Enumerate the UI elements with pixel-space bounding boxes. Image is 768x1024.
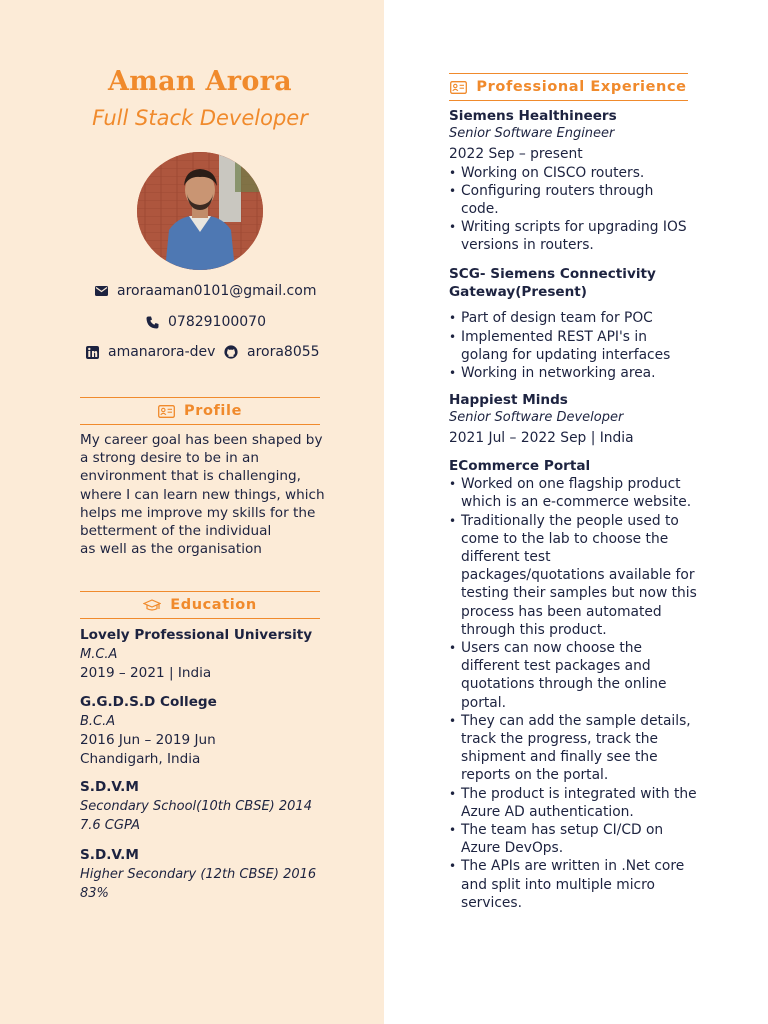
bullet-line: • They can add the sample details,: [461, 712, 691, 729]
job-happiest-minds: [449, 391, 694, 448]
education-item: [80, 778, 325, 835]
bullet-line: versions in routers.: [461, 237, 594, 254]
bullet-item: [449, 512, 697, 639]
bullet-item: [449, 857, 694, 912]
bullet-line: different test: [461, 549, 551, 566]
linkedin-contact[interactable]: [85, 344, 215, 360]
project-scg: [449, 265, 694, 382]
education-detail: Chandigarh, India: [80, 751, 201, 767]
education-detail: 2016 Jun – 2019 Jun: [80, 732, 216, 748]
education-item: [80, 626, 325, 683]
bullet-line: code.: [461, 201, 499, 218]
bullet-item: [449, 328, 694, 364]
bullet-line: services.: [461, 894, 522, 911]
profile-summary: [80, 431, 325, 558]
bullet-item: [449, 309, 694, 327]
profile-heading-text: Profile: [183, 403, 243, 419]
bullet-line: • The APIs are written in .Net core: [461, 858, 685, 875]
bullet-line: • Working in networking area.: [461, 365, 656, 382]
profile-section-heading: [80, 397, 320, 425]
bullet-item: [449, 821, 694, 857]
bullet-line: Azure AD authentication.: [461, 803, 634, 820]
bullet-item: [449, 475, 694, 511]
job-company: Siemens Healthineers: [449, 108, 617, 124]
graduation-cap-icon: [143, 599, 161, 612]
bullet-line: • Writing scripts for upgrading IOS: [461, 219, 687, 236]
profile-line: My career goal has been shaped by: [80, 432, 323, 448]
education-degree: B.C.A: [80, 714, 116, 729]
bullet-line: golang for updating interfaces: [461, 346, 671, 363]
bullet-item: [449, 218, 694, 254]
education-heading-text: Education: [170, 597, 257, 613]
bullet-line: • The team has setup CI/CD on: [461, 822, 664, 839]
bullet-item: [449, 182, 694, 218]
phone-contact[interactable]: [145, 314, 266, 330]
education-grade: 7.6 CGPA: [80, 818, 141, 833]
profile-line: where I can learn new things, which: [80, 486, 325, 503]
bullet-line: reports on the portal.: [461, 767, 609, 784]
profile-photo: [137, 152, 263, 270]
bullet-line: • Implemented REST API's in: [461, 328, 647, 345]
bullet-item: [449, 164, 694, 182]
job-bullets: [449, 164, 694, 255]
profile-line: a strong desire to be in an: [80, 450, 260, 467]
profile-line: as well as the organisation: [80, 541, 262, 558]
education-section-heading: [80, 591, 320, 619]
bullet-line: Azure DevOps.: [461, 840, 564, 857]
bullet-line: • Configuring routers through: [461, 182, 654, 199]
bullet-line: packages/quotations available for: [461, 567, 695, 584]
bullet-line: and split into multiple micro: [461, 876, 655, 893]
github-contact[interactable]: [224, 344, 320, 360]
bullet-line: track the progress, track the: [461, 731, 658, 748]
email-text: aroraaman0101@gmail.com: [117, 283, 317, 299]
job-siemens: [449, 107, 694, 255]
bullet-line: which is an e-commerce website.: [461, 494, 692, 511]
bullet-line: • Worked on one flagship product: [461, 476, 681, 493]
job-dates: 2022 Sep – present: [449, 146, 583, 163]
role-title: Full Stack Developer: [92, 106, 308, 130]
phone-text: 07829100070: [168, 314, 266, 330]
education-degree: Secondary School(10th CBSE) 2014: [80, 799, 312, 814]
project-title: SCG- Siemens Connectivity: [449, 266, 656, 282]
job-title: Senior Software Engineer: [449, 126, 615, 142]
bullet-line: portal.: [461, 694, 506, 711]
education-detail: 2019 – 2021 | India: [80, 665, 212, 681]
linkedin-text: amanarora-dev: [108, 344, 216, 360]
bullet-line: • The product is integrated with the: [461, 785, 697, 802]
bullet-line: come to the lab to choose the: [461, 530, 669, 547]
linkedin-icon: [85, 345, 99, 359]
education-item: [80, 693, 325, 769]
id-card-icon: [450, 81, 467, 94]
education-institution: S.D.V.M: [80, 847, 139, 863]
experience-section-heading: [449, 73, 688, 101]
education-institution: G.G.D.S.D College: [80, 694, 217, 710]
bullet-line: different test packages and: [461, 658, 651, 675]
envelope-icon: [94, 284, 108, 298]
bullet-item: [449, 712, 694, 785]
bullet-line: • Traditionally the people used to: [461, 512, 679, 529]
project-ecommerce: [449, 457, 697, 912]
project-bullets: [449, 309, 694, 382]
bullet-line: shipment and finally see the: [461, 749, 658, 766]
education-institution: S.D.V.M: [80, 779, 139, 795]
job-dates: 2021 Jul – 2022 Sep | India: [449, 430, 634, 447]
project-title: Gateway(Present): [449, 284, 588, 301]
experience-heading-text: Professional Experience: [476, 79, 687, 95]
education-item: [80, 846, 325, 903]
bullet-item: [449, 364, 694, 382]
bullet-line: quotations through the online: [461, 676, 667, 693]
github-text: arora8055: [247, 344, 320, 360]
bullet-line: through this product.: [461, 621, 607, 638]
education-degree: Higher Secondary (12th CBSE) 2016: [80, 867, 317, 882]
bullet-line: • Users can now choose the: [461, 640, 642, 657]
job-company: Happiest Minds: [449, 392, 568, 408]
job-title: Senior Software Developer: [449, 410, 624, 426]
github-icon: [224, 345, 238, 359]
education-institution: Lovely Professional University: [80, 627, 313, 643]
phone-icon: [145, 315, 159, 329]
id-card-icon: [158, 405, 175, 418]
bullet-line: • Working on CISCO routers.: [461, 164, 645, 181]
project-title: ECommerce Portal: [449, 458, 591, 474]
profile-line: betterment of the individual: [80, 523, 272, 540]
bullet-item: [449, 785, 697, 821]
project-bullets: [449, 475, 697, 912]
bullet-line: • Part of design team for POC: [461, 310, 653, 327]
education-grade: 83%: [80, 886, 109, 901]
bullet-item: [449, 639, 694, 712]
profile-line: environment that is challenging,: [80, 468, 301, 485]
name-heading: Aman Arora: [108, 66, 292, 97]
bullet-line: testing their samples but now this: [461, 585, 697, 602]
email-contact[interactable]: [94, 283, 316, 299]
bullet-line: process has been automated: [461, 603, 662, 620]
education-degree: M.C.A: [80, 647, 118, 662]
profile-line: helps me improve my skills for the: [80, 504, 316, 521]
